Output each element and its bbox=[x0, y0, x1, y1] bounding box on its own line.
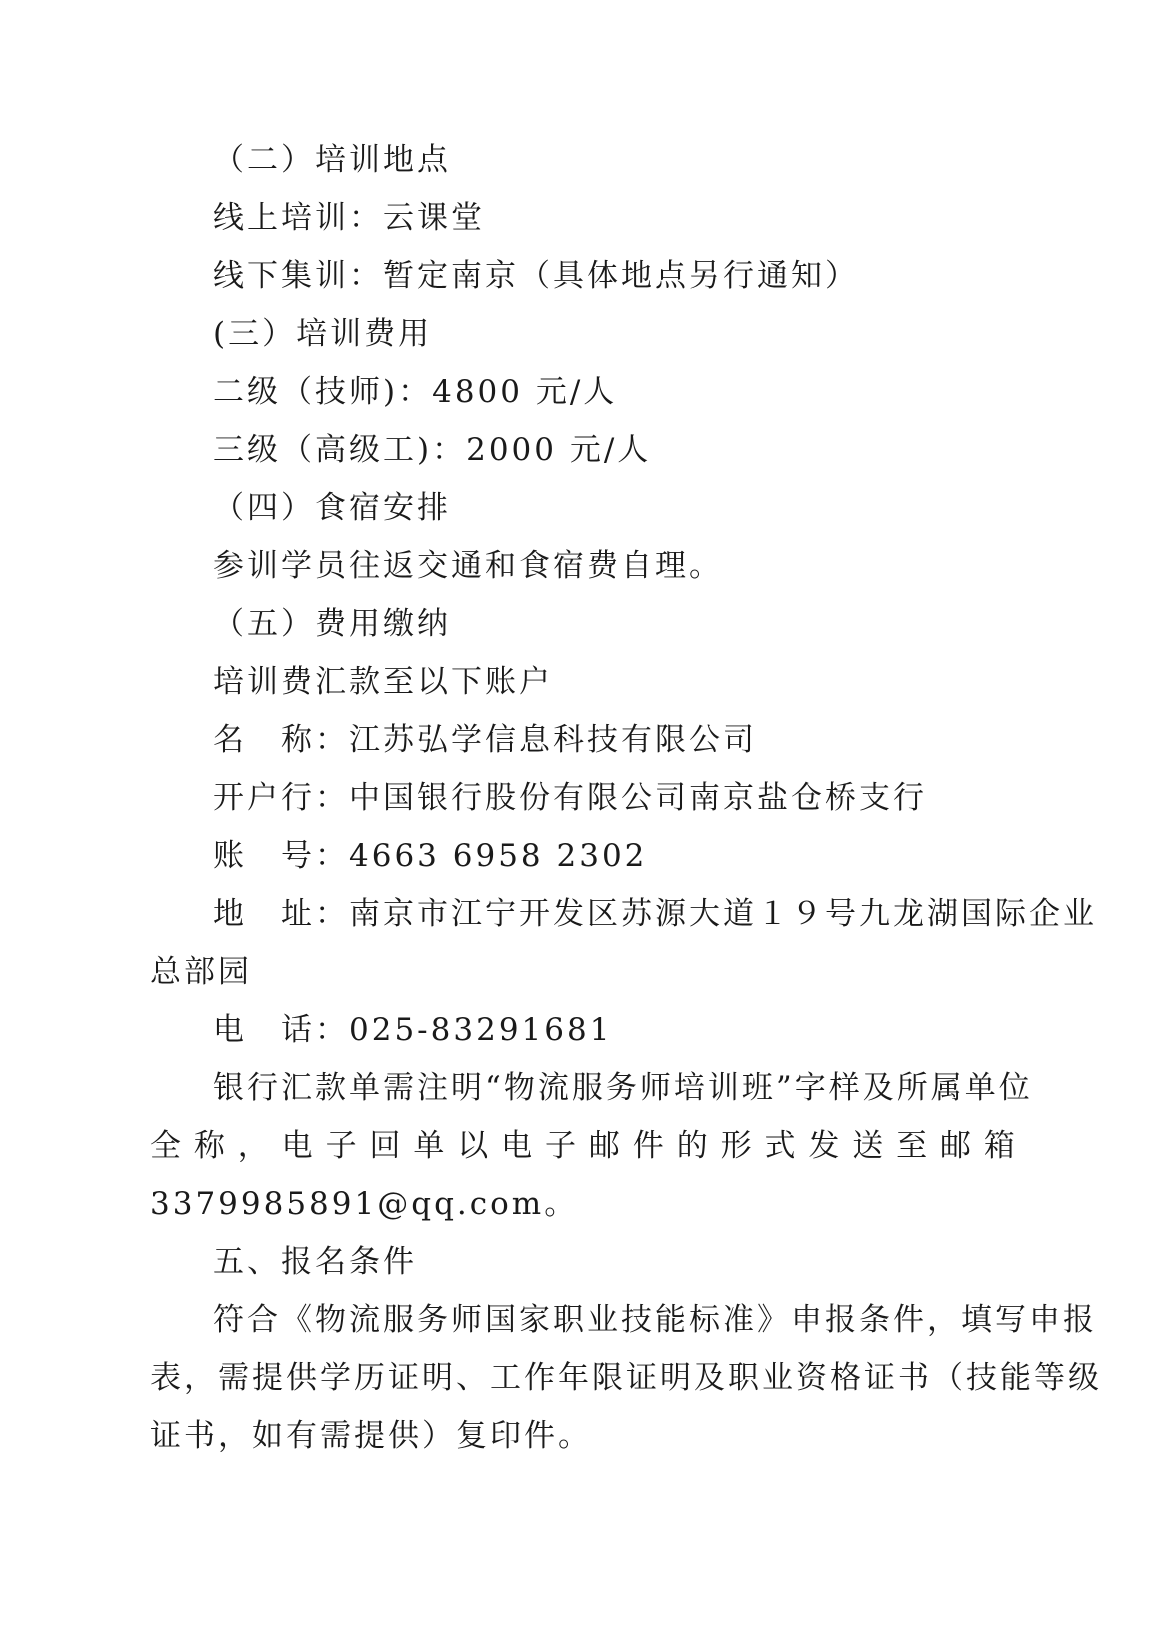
accommodation-line: 参训学员往返交通和食宿费自理。 bbox=[213, 548, 723, 584]
section-heading-training-location: （二）培训地点 bbox=[213, 142, 451, 178]
registration-copies-line: 证书，如有需提供）复印件。 bbox=[150, 1418, 592, 1454]
section-heading-registration: 五、报名条件 bbox=[213, 1244, 417, 1280]
address-continuation-line: 总部园 bbox=[150, 954, 252, 990]
justified-char: 件 bbox=[632, 1128, 667, 1164]
justified-char: 子 bbox=[545, 1128, 580, 1164]
justified-char: 称 bbox=[193, 1128, 228, 1164]
address-line: 地 址：南京市江宁开发区苏源大道１９号九龙湖国际企业 bbox=[213, 896, 1097, 932]
justified-char: 以 bbox=[457, 1128, 492, 1164]
section-heading-training-fees: (三）培训费用 bbox=[213, 316, 433, 352]
fee-level-three-line: 三级（高级工)：2000 元/人 bbox=[213, 432, 652, 468]
justified-char: 发 bbox=[808, 1128, 843, 1164]
receipt-email-line bbox=[150, 1126, 1018, 1166]
account-name-line: 名 称：江苏弘学信息科技有限公司 bbox=[213, 722, 757, 758]
section-heading-payment: （五）费用缴纳 bbox=[213, 606, 451, 642]
justified-char: 送 bbox=[852, 1128, 887, 1164]
justified-char: 回 bbox=[369, 1128, 404, 1164]
bank-line: 开户行：中国银行股份有限公司南京盐仓桥支行 bbox=[213, 780, 927, 816]
registration-documents-line: 表，需提供学历证明、工作年限证明及职业资格证书（技能等级 bbox=[150, 1360, 1102, 1396]
phone-line: 电 话：025-83291681 bbox=[213, 1012, 613, 1048]
justified-char: 单 bbox=[413, 1128, 448, 1164]
offline-training-line: 线下集训：暂定南京（具体地点另行通知） bbox=[213, 258, 859, 294]
justified-char: 箱 bbox=[983, 1128, 1018, 1164]
justified-char: ， bbox=[237, 1128, 272, 1164]
account-number-line: 账 号：4663 6958 2302 bbox=[213, 838, 648, 874]
justified-char: 邮 bbox=[588, 1128, 623, 1164]
payment-intro-line: 培训费汇款至以下账户 bbox=[213, 664, 553, 700]
justified-char: 子 bbox=[325, 1128, 360, 1164]
justified-char: 至 bbox=[896, 1128, 931, 1164]
justified-char: 电 bbox=[501, 1128, 536, 1164]
justified-char: 式 bbox=[764, 1128, 799, 1164]
registration-conditions-line: 符合《物流服务师国家职业技能标准》申报条件，填写申报 bbox=[213, 1302, 1097, 1338]
justified-char: 邮 bbox=[940, 1128, 975, 1164]
justified-char: 形 bbox=[720, 1128, 755, 1164]
section-heading-accommodation: （四）食宿安排 bbox=[213, 490, 451, 526]
email-address-line: 3379985891@qq.com。 bbox=[150, 1186, 579, 1222]
online-training-line: 线上培训：云课堂 bbox=[213, 200, 485, 236]
fee-level-two-line: 二级（技师)：4800 元/人 bbox=[213, 374, 618, 410]
justified-char: 电 bbox=[281, 1128, 316, 1164]
justified-char: 的 bbox=[676, 1128, 711, 1164]
justified-char: 全 bbox=[150, 1128, 184, 1164]
remittance-note-line: 银行汇款单需注明“物流服务师培训班”字样及所属单位 bbox=[213, 1070, 1033, 1106]
